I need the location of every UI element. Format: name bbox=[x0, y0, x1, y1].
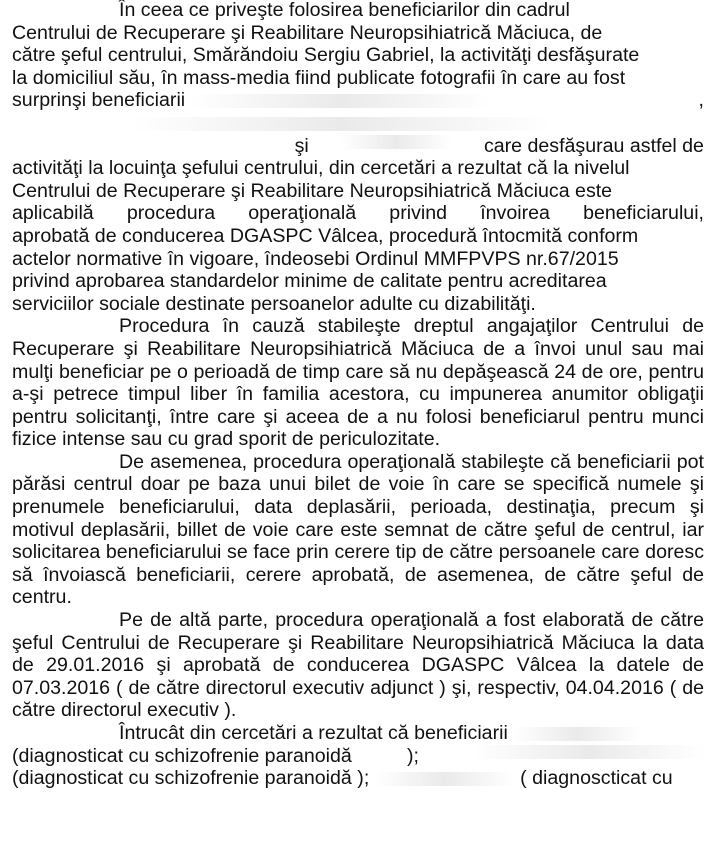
p1-line-7-si: şi bbox=[294, 134, 309, 157]
paragraph-1 bbox=[12, 0, 704, 315]
redaction bbox=[375, 772, 515, 786]
p1-line-10: aplicabilă procedura operaţională privind învoirea beneficiarului, bbox=[12, 202, 704, 225]
p1-line-13: privind aprobarea standardelor minime de calitate pentru acreditarea bbox=[12, 270, 607, 293]
p5-line-3-tail: ( diagnoscticat cu bbox=[520, 767, 673, 790]
p1-line-4: la domiciliul său, în mass-media fiind publicate fotografii în care au fost bbox=[12, 66, 626, 89]
redaction bbox=[132, 117, 552, 131]
paragraph-5 bbox=[12, 722, 704, 790]
p5-line-1 bbox=[12, 722, 704, 745]
p5-line-3-close: ); bbox=[357, 767, 370, 790]
p5-line-2 bbox=[12, 745, 704, 768]
paragraph-3: De asemenea, procedura operaţională stabileşte că beneficiarii pot părăsi centrul doar pe baza unui bilet de voie în care se specifică numele şi prenumele beneficiarului, data deplasării, perioada, destinaţia, precum şi motivul deplasării, billet de voie care este semnat de către şeful de centrul, iar solicitarea beneficiarului se face prin cerere tip de către persoanele care doresc să învoiască beneficiarii, cerere aprobată, de asemenea, de către şeful de centru. bbox=[12, 450, 704, 609]
p5-line-2-close: ); bbox=[406, 744, 419, 767]
p5-line-3-text: (diagnosticat cu schizofrenie paranoidă bbox=[12, 767, 352, 790]
p1-line-1: În ceea ce priveşte folosirea beneficiarilor din cadrul bbox=[119, 0, 570, 21]
p1-line-14: serviciilor sociale destinate persoanelor adulte cu dizabilităţi. bbox=[12, 292, 536, 315]
redaction bbox=[513, 727, 643, 741]
p1-line-9: Centrului de Recuperare şi Reabilitare Neuropsihiatrică Măciuca este bbox=[12, 179, 613, 202]
p5-line-3 bbox=[12, 767, 704, 790]
p1-line-5-tail: , bbox=[698, 89, 704, 112]
p1-line-2: Centrului de Recuperare şi Reabilitare Neuropsihiatrică Măciuca, de bbox=[12, 21, 603, 44]
p1-line-12: actelor normative în vigoare, îndeosebi Ordinul MMFPVPS nr.67/2015 bbox=[12, 247, 619, 270]
p1-line-8: activităţi la locuinţa şefului centrului, din cercetări a rezultat că la nivelul bbox=[12, 157, 630, 180]
redaction bbox=[474, 745, 704, 759]
p1-line-5-text: surprinşi beneficiarii bbox=[12, 89, 186, 112]
paragraph-2: Procedura în cauză stabileşte dreptul angajaţilor Centrului de Recuperare şi Reabilitare Neuropsihiatrică Măciuca de a învoi unul sau mai mulţi beneficiar pe o perioadă de timp care să nu depăşească 24 de ore, pentru a-şi petrece timpul liber în familia acestora, cu impunerea anumitor obligaţii pentru solicitanţi, între care şi aceea de a nu folosi beneficiarul pentru munci fizice intense sau cu grad sporit de periculozitate. bbox=[12, 315, 704, 451]
p1-line-3: către şeful centrului, Smărăndoiu Sergiu Gabriel, la activităţi desfăşurate bbox=[12, 44, 640, 67]
redaction bbox=[191, 94, 491, 108]
paragraph-4: Pe de altă parte, procedura operaţională a fost elaborată de către şeful Centrului de Recuperare şi Reabilitare Neuropsihiatrică Măciuca la data de 29.01.2016 şi aprobată de conducerea DGASPC Vâlcea la datele de 07.03.2016 ( de către directorul executiv adjunct ) şi, respectiv, 04.04.2016 ( de către directorul executiv ). bbox=[12, 609, 704, 722]
redaction bbox=[341, 135, 451, 149]
p1-line-11: aprobată de conducerea DGASPC Vâlcea, procedură întocmită conform bbox=[12, 224, 639, 247]
p5-line-2-text: (diagnosticat cu schizofrenie paranoidă bbox=[12, 744, 352, 767]
p1-line-5 bbox=[12, 89, 704, 112]
p5-line-1-text: Întrucât din cercetări a rezultat că beneficiarii bbox=[119, 722, 508, 744]
redacted-line bbox=[12, 112, 704, 135]
p1-line-7 bbox=[12, 135, 704, 158]
document-page bbox=[12, 0, 704, 790]
p1-line-7-rest: care desfăşurau astfel de bbox=[483, 134, 704, 157]
